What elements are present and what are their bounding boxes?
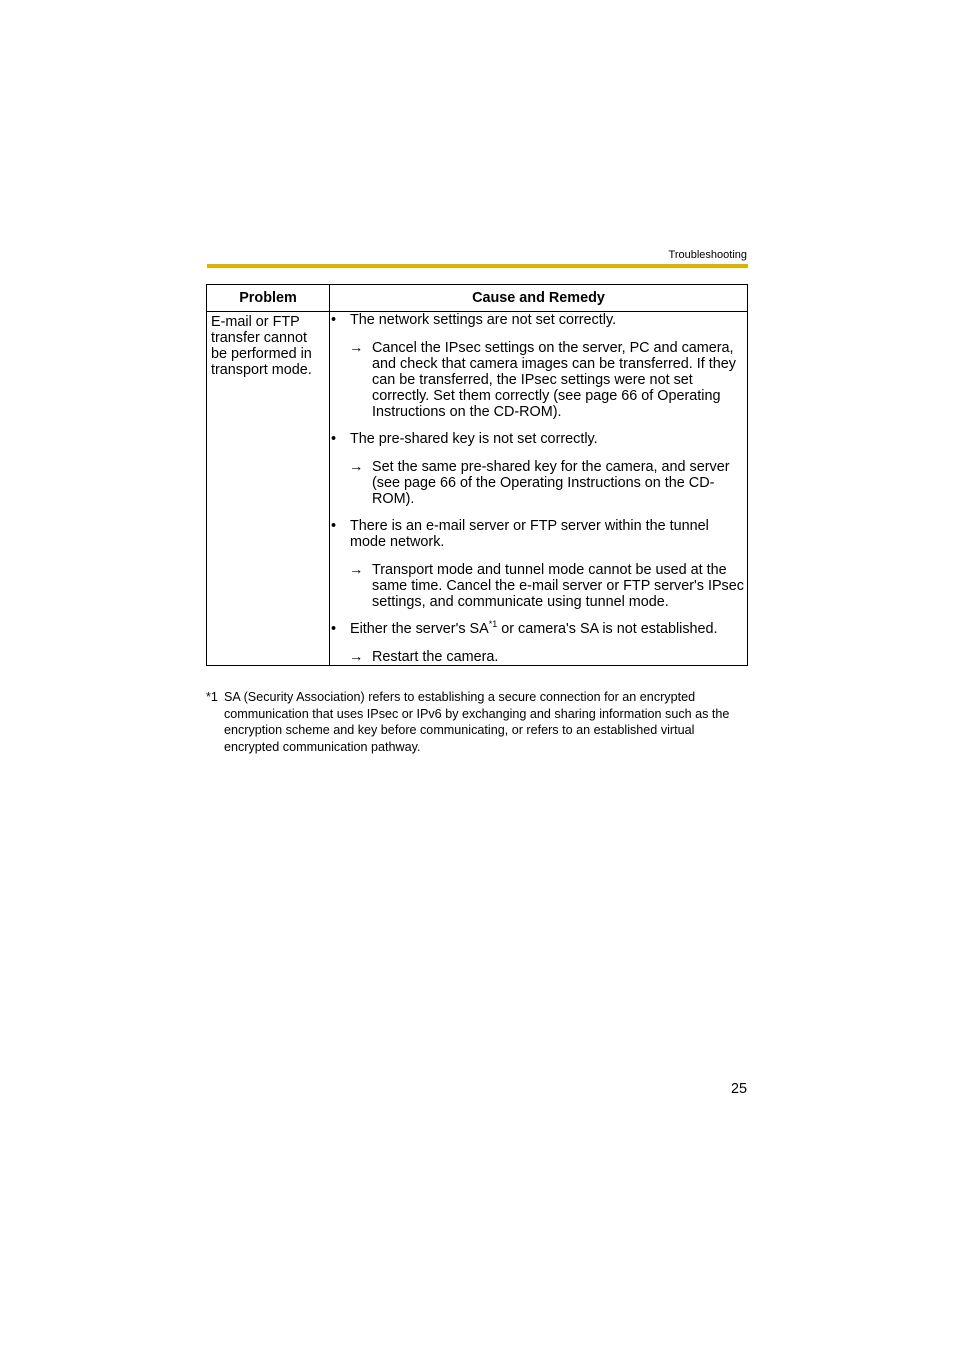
table-row (207, 312, 748, 666)
bullet-icon: • (331, 312, 337, 328)
problem-cell (207, 312, 330, 666)
troubleshooting-table (206, 284, 748, 666)
arrow-right-icon: → (349, 562, 364, 578)
cause-group (330, 518, 747, 610)
arrow-right-icon: → (349, 459, 364, 475)
bullet-icon: • (331, 518, 337, 534)
bullet-icon: • (331, 431, 337, 447)
footnote-mark: *1 (206, 690, 218, 704)
header-cause-remedy: Cause and Remedy (330, 285, 748, 312)
footnote-text: SA (Security Association) refers to establishing a secure connection for an encrypted communication that uses IPsec or IPv6 by exchanging and sharing information such as the encryption scheme and key before communicating, or refers to an established virtual encrypted communication pathway. (224, 690, 730, 754)
cause-group (330, 312, 747, 420)
cause-text-end: or camera's SA is not established. (497, 621, 718, 637)
footnote-reference: *1 (488, 619, 498, 630)
footnote (206, 689, 748, 755)
remedy-item (349, 562, 747, 610)
remedy-item (349, 459, 747, 507)
section-title: Troubleshooting (668, 249, 747, 261)
remedy-item (349, 340, 747, 420)
cause-text (350, 621, 747, 637)
cause-item (330, 312, 747, 328)
table-header-row (207, 285, 748, 312)
arrow-right-icon: → (349, 649, 364, 665)
cause-item (330, 621, 747, 637)
cause-text: There is an e-mail server or FTP server within the tunnel mode network. (350, 518, 709, 550)
header-rule (207, 264, 748, 268)
remedy-text: Restart the camera. (372, 649, 499, 665)
cause-group (330, 431, 747, 507)
cause-item (330, 431, 747, 447)
remedy-text: Cancel the IPsec settings on the server, PC and camera, and check that camera images can be transferred. If they can be transferred, the IPsec settings were not set correctly. Set them correctly (see page 66 of Operating Instructions on the CD-ROM). (372, 340, 736, 420)
cause-text: The pre-shared key is not set correctly. (350, 431, 598, 447)
bullet-icon: • (331, 621, 337, 637)
cause-text-start: Either the server's SA (350, 621, 489, 637)
arrow-right-icon: → (349, 340, 364, 356)
page-number: 25 (730, 1081, 747, 1097)
header-problem: Problem (207, 285, 330, 312)
remedy-item (349, 649, 747, 665)
remedy-text: Transport mode and tunnel mode cannot be used at the same time. Cancel the e-mail server or FTP server's IPsec settings, and communicate using tunnel mode. (372, 562, 744, 610)
cause-group (330, 621, 747, 665)
remedy-text: Set the same pre-shared key for the camera, and server (see page 66 of the Operating Instructions on the CD-ROM). (372, 459, 730, 507)
problem-text: E-mail or FTP transfer cannot be performed in transport mode. (211, 314, 312, 378)
cause-text: The network settings are not set correctly. (350, 312, 617, 328)
cause-item (330, 518, 747, 550)
remedy-cell (330, 312, 748, 666)
